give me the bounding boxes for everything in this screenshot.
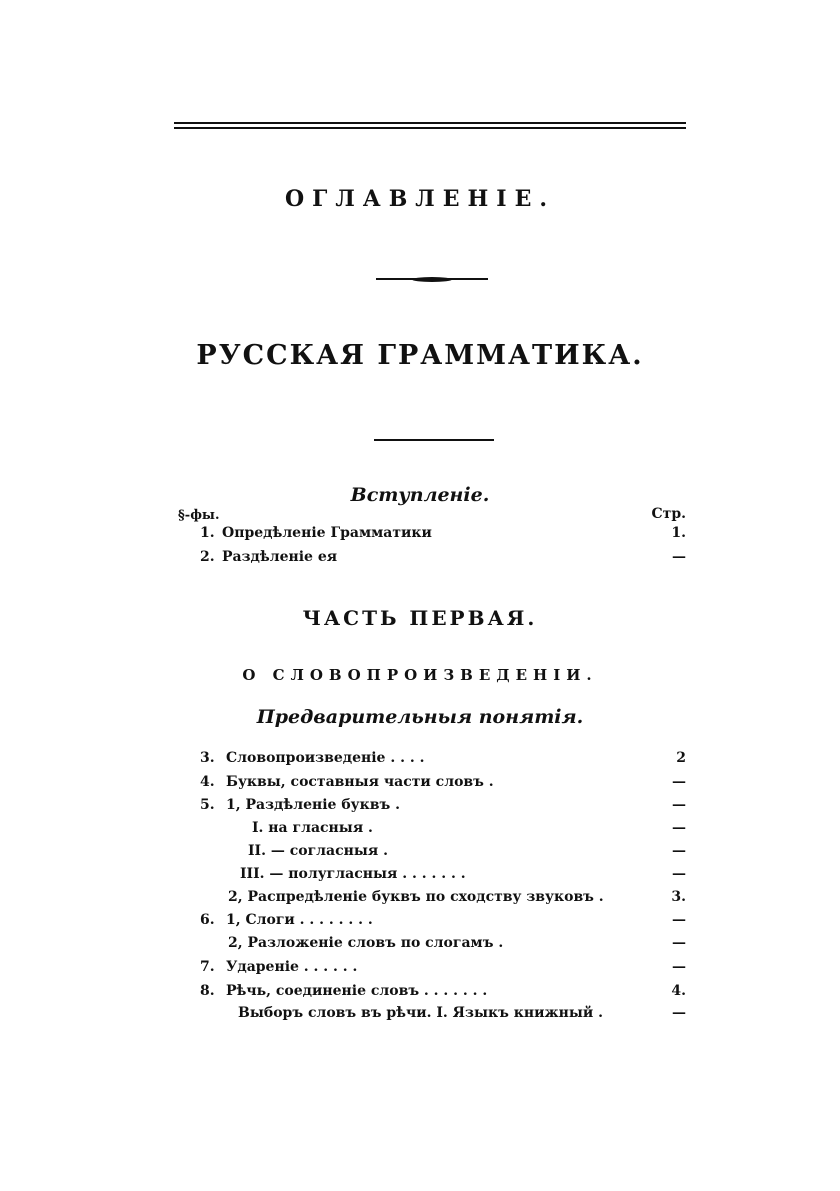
entry-text: Опредѣленіе Грамматики xyxy=(222,525,432,541)
entry-page: — xyxy=(672,1005,686,1021)
entry-text: III. — полугласныя . . . . . . . xyxy=(240,866,466,882)
entry-number: 7. xyxy=(200,959,215,975)
rule-line xyxy=(174,122,686,124)
part-heading: ЧАСТЬ ПЕРВАЯ. xyxy=(302,606,538,630)
entry-number: 8. xyxy=(200,983,215,999)
entry-number: 2. xyxy=(200,549,215,565)
entry-page: 1. xyxy=(671,525,686,541)
entry-number: 3. xyxy=(200,750,215,766)
entry-text: Буквы, составныя части словъ . xyxy=(226,774,494,790)
entry-page: 3. xyxy=(671,889,686,905)
entry-text: II. — согласныя . xyxy=(248,843,388,859)
entry-page: — xyxy=(672,912,686,928)
entry-number: 4. xyxy=(200,774,215,790)
entry-page: — xyxy=(672,959,686,975)
subsection-heading: Предварительныя понятія. xyxy=(256,706,584,728)
short-divider xyxy=(374,439,494,441)
section-heading: О СЛОВОПРОИЗВЕДЕНІИ. xyxy=(242,666,598,684)
entry-number: 1. xyxy=(200,525,215,541)
entry-text: Словопроизведеніе . . . . xyxy=(226,750,425,766)
entry-page: — xyxy=(672,797,686,813)
entry-text: Раздѣленіе ея xyxy=(222,549,338,565)
entry-page: — xyxy=(672,866,686,882)
entry-page: — xyxy=(672,843,686,859)
intro-heading: Вступленіе. xyxy=(350,484,490,506)
book-title: РУССКАЯ ГРАММАТИКА. xyxy=(196,340,644,371)
entry-page: — xyxy=(672,935,686,951)
entry-page: 2 xyxy=(676,750,686,766)
entry-number: 6. xyxy=(200,912,215,928)
entry-number: 5. xyxy=(200,797,215,813)
top-double-rule xyxy=(174,122,686,130)
ornament-divider xyxy=(376,277,488,282)
contents-title: ОГЛАВЛЕНІЕ. xyxy=(284,186,556,212)
entry-text: 2, Разложеніе словъ по слогамъ . xyxy=(228,935,504,951)
page-column-label: Стр. xyxy=(651,506,686,522)
section-column-label: §-фы. xyxy=(178,508,220,523)
entry-text: Рѣчь, соединеніе словъ . . . . . . . xyxy=(226,983,488,999)
ornament-lens xyxy=(412,277,452,282)
entry-text: 1, Раздѣленіе буквъ . xyxy=(226,797,400,813)
entry-text: 2, Распредѣленіе буквъ по сходству звуковъ . xyxy=(228,889,604,905)
entry-page: — xyxy=(672,820,686,836)
rule-line xyxy=(174,127,686,129)
entry-text: Удареніе . . . . . . xyxy=(226,959,358,975)
entry-text: 1, Слоги . . . . . . . . xyxy=(226,912,373,928)
entry-page: — xyxy=(672,549,686,565)
entry-text: Выборъ словъ въ рѣчи. I. Языкъ книжный . xyxy=(238,1005,603,1021)
entry-text: I. на гласныя . xyxy=(252,820,373,836)
entry-page: 4. xyxy=(671,983,686,999)
entry-page: — xyxy=(672,774,686,790)
